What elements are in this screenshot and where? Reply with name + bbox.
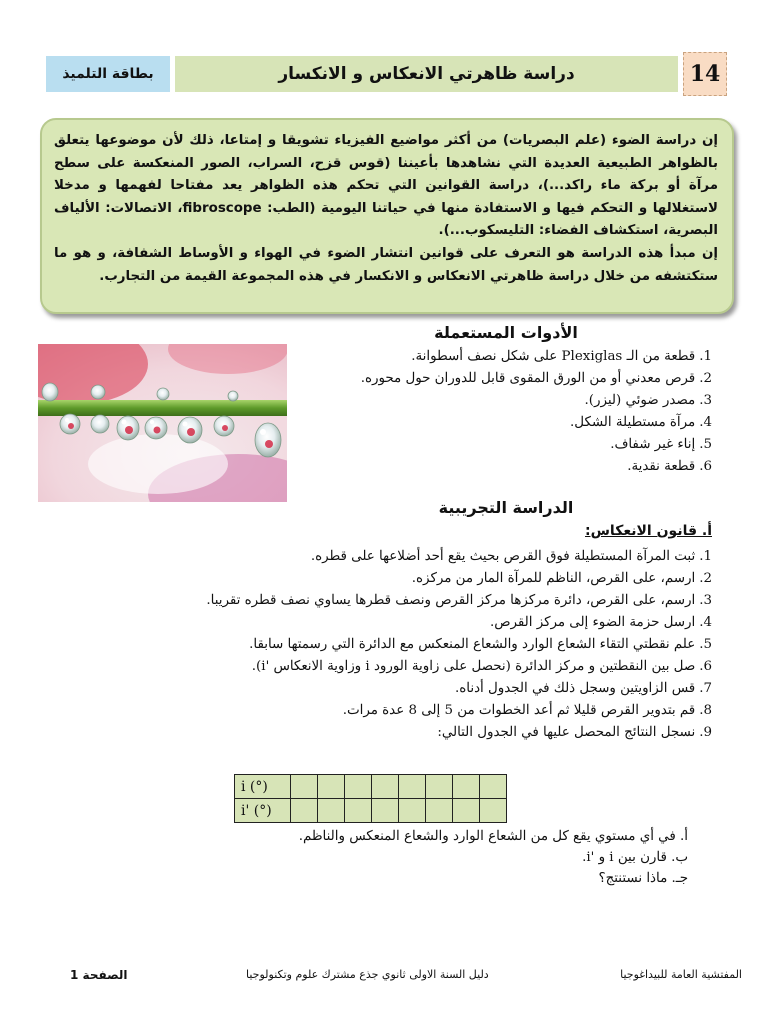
list-item: 3.مصدر ضوئي (ليزر).: [584, 393, 712, 408]
list-item: 2.ارسم، على القرص، الناظم للمرآة المار من مركزه.: [411, 571, 712, 586]
table-cell[interactable]: [453, 799, 480, 823]
table-cell[interactable]: [399, 799, 426, 823]
table-row: [235, 799, 507, 823]
table-row: [235, 775, 507, 799]
tools-list: [361, 346, 712, 478]
card-number: 14: [683, 52, 727, 96]
list-item: 4.مرآة مستطيلة الشكل.: [570, 415, 712, 430]
table-cell[interactable]: [399, 775, 426, 799]
reflection-law-subheading: أ. قانون الانعكاس:: [585, 523, 712, 539]
tools-heading: الأدوات المستعملة: [434, 323, 578, 342]
student-card-label: بطاقة التلميذ: [46, 56, 170, 92]
water-droplets-photo: [38, 344, 287, 502]
list-item: 8.قم بتدوير القرص قليلا ثم أعد الخطوات من 5 إلى 8 عدة مرات.: [342, 703, 712, 718]
guide-title: دليل السنة الاولى ثانوي جذع مشترك علوم وتكنولوجيا: [246, 968, 489, 981]
table-cell[interactable]: [291, 775, 318, 799]
table-cell[interactable]: [426, 799, 453, 823]
table-cell[interactable]: [480, 799, 507, 823]
table-cell[interactable]: [318, 775, 345, 799]
list-item: 9.نسجل النتائج المحصل عليها في الجدول التالي:: [437, 725, 712, 740]
study-steps-list: [206, 546, 712, 744]
intro-box: [40, 118, 734, 314]
question-item: جـ. ماذا نستنتج؟: [598, 871, 688, 886]
table-cell[interactable]: [453, 775, 480, 799]
reflection-angle-label: i' (°): [235, 799, 291, 823]
results-table: [234, 774, 507, 823]
table-cell[interactable]: [426, 775, 453, 799]
inspectorate-label: المفتشية العامة للبيداغوجيا: [620, 968, 742, 981]
table-cell[interactable]: [372, 799, 399, 823]
table-cell[interactable]: [345, 799, 372, 823]
list-item: 6.صل بين النقطتين و مركز الدائرة (نحصل على زاوية الورود i وزاوية الانعكاس 'i).: [251, 659, 712, 674]
list-item: 1.ثبت المرآة المستطيلة فوق القرص بحيث يقع أحد أضلاعها على قطره.: [310, 549, 712, 564]
incidence-angle-label: i (°): [235, 775, 291, 799]
intro-paragraph-2: إن مبدأ هذه الدراسة هو التعرف على قوانين انتشار الضوء في الهواء و الأوساط الشفافة، و هو ما ستكتشفه من خلال دراسة ظاهرتي الانعكاس و الانكسار في هذه المجموعة القيمة من التجارب.: [54, 245, 718, 284]
page-title: دراسة ظاهرتي الانعكاس و الانكسار: [175, 56, 678, 92]
table-cell[interactable]: [291, 799, 318, 823]
list-item: 1.قطعة من الـ Plexiglas على شكل نصف أسطوانة.: [411, 349, 712, 364]
questions-list: [299, 826, 688, 889]
intro-paragraph-1: إن دراسة الضوء (علم البصريات) من أكثر مواضيع الفيزياء تشويقا و إمتاعا، ذلك لأن موضوعها يتعلق بالظواهر الطبيعية العديدة التي نشاهدها بأعيننا (قوس قزح، السراب، الصور المنعكسة على سطح مرآة أو بركة ماء راكد...)، دراسة القوانين التي تحكم هذه الظواهر يعد مفتاحا لفهمها و مدخلا لاستغلالها و التحكم فيها و الاستفادة منها في حياتنا اليومية (الطب: fibroscope، الاتصالات: الألياف البصرية، استكشاف الفضاء: التليسكوب...).: [54, 133, 718, 239]
table-cell[interactable]: [480, 775, 507, 799]
study-heading: الدراسة التجريبية: [438, 498, 574, 517]
page-number: الصفحة 1: [70, 968, 128, 982]
list-item: 2.قرص معدني أو من الورق المقوى قابل للدوران حول محوره.: [360, 371, 712, 386]
table-cell[interactable]: [372, 775, 399, 799]
question-item: ب. قارن بين i و 'i.: [582, 850, 688, 865]
list-item: 3.ارسم، على القرص، دائرة مركزها مركز القرص ونصف قطرها يساوي نصف قطره تقريبا.: [206, 593, 712, 608]
list-item: 7.قس الزاويتين وسجل ذلك في الجدول أدناه.: [455, 681, 712, 696]
list-item: 5.إناء غير شفاف.: [610, 437, 712, 452]
table-cell[interactable]: [318, 799, 345, 823]
table-cell[interactable]: [345, 775, 372, 799]
list-item: 6.قطعة نقدية.: [627, 459, 712, 474]
list-item: 4.ارسل حزمة الضوء إلى مركز القرص.: [490, 615, 712, 630]
list-item: 5.علم نقطتي التقاء الشعاع الوارد والشعاع المنعكس مع الدائرة التي رسمتها سابقا.: [249, 637, 712, 652]
question-item: أ. في أي مستوي يقع كل من الشعاع الوارد والشعاع المنعكس والناظم.: [298, 829, 688, 844]
